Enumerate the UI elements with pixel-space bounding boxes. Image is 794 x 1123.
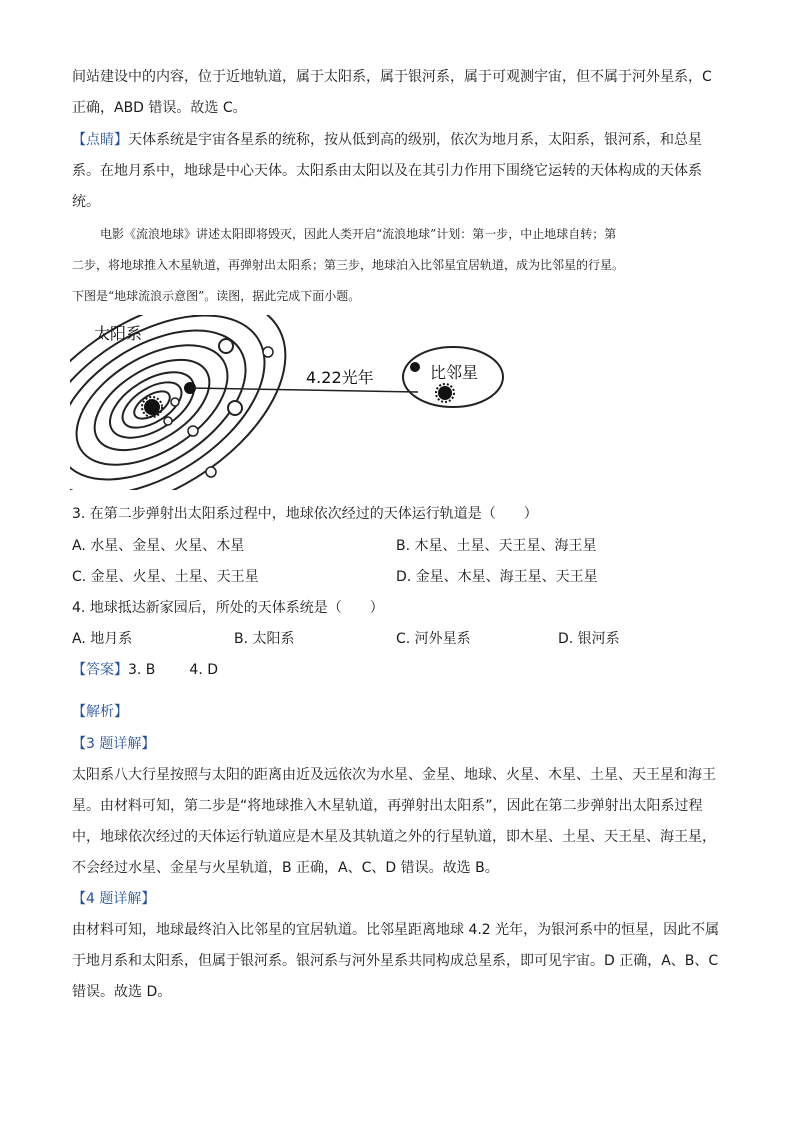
prev-explanation-line-2: 正确，ABD 错误。故选 C。 bbox=[72, 100, 247, 116]
jiexi-label: 【解析】 bbox=[72, 704, 128, 720]
q4-option-b: B. 太阳系 bbox=[234, 631, 295, 647]
q4-option-d: D. 银河系 bbox=[558, 631, 620, 647]
q3-option-c: C. 金星、火星、土星、天王星 bbox=[72, 569, 259, 585]
material-line-2: 二步，将地球推入木星轨道，再弹射出太阳系；第三步，地球泊入比邻星宜居轨道，成为比邻星的行星。 bbox=[72, 258, 625, 272]
detail3-line-2: 星。由材料可知，第二步是“将地球推入木星轨道，再弹射出太阳系”，因此在第二步弹射出太阳系过程 bbox=[72, 798, 703, 814]
q3-option-d: D. 金星、木星、海王星、天王星 bbox=[396, 569, 598, 585]
dianjing-label: 【点睛】 bbox=[72, 132, 128, 148]
planet-2 bbox=[164, 417, 172, 425]
distance-label: 4.22光年 bbox=[306, 368, 374, 387]
detail3-label: 【3 题详解】 bbox=[72, 736, 156, 752]
detail3-line-3: 中，地球依次经过的天体运行轨道应是木星及其轨道之外的行星轨道，即木星、土星、天王星、海王星， bbox=[72, 829, 716, 845]
dianjing-line-2: 系。在地月系中，地球是中心天体。太阳系由太阳以及在其引力作用下围绕它运转的天体构成的天体系 bbox=[72, 163, 702, 179]
proxima-label: 比邻星 bbox=[430, 363, 479, 382]
solar-system-label: 太阳系 bbox=[94, 324, 143, 343]
planet-8 bbox=[206, 467, 216, 477]
answer-label: 【答案】 bbox=[72, 662, 128, 678]
answer-4: 4. D bbox=[189, 662, 219, 678]
q4-stem: 4. 地球抵达新家园后，所处的天体系统是（ ） bbox=[72, 600, 384, 616]
detail3-line-1: 太阳系八大行星按照与太阳的距离由近及远依次为水星、金星、地球、火星、木星、土星、天王星和海王 bbox=[72, 767, 716, 783]
detail4-line-2: 于地月系和太阳系，但属于银河系。银河系与河外星系共同构成总星系，即可见宇宙。D 正确，A、B、C bbox=[72, 953, 719, 969]
q3-option-a: A. 水星、金星、火星、木星 bbox=[72, 538, 245, 554]
q4-option-a: A. 地月系 bbox=[72, 631, 133, 647]
answer-line bbox=[72, 660, 218, 680]
answer-3: 3. B bbox=[128, 662, 156, 678]
detail3-line-4: 不会经过水星、金星与火星轨道，B 正确，A、C、D 错误。故选 B。 bbox=[72, 860, 499, 876]
dianjing-text-1: 天体系统是宇宙各星系的统称，按从低到高的级别，依次为地月系，太阳系，银河系，和总星 bbox=[128, 132, 702, 148]
detail4-line-3: 错误。故选 D。 bbox=[72, 984, 172, 1000]
dianjing-line-3: 统。 bbox=[72, 194, 100, 210]
earth-wandering-diagram bbox=[70, 315, 510, 490]
q3-option-b: B. 木星、土星、天王星、海王星 bbox=[396, 538, 597, 554]
planet-5 bbox=[228, 401, 242, 415]
dianjing-line-1 bbox=[72, 130, 702, 150]
q3-stem: 3. 在第二步弹射出太阳系过程中，地球依次经过的天体运行轨道是（ ） bbox=[72, 506, 538, 522]
material-line-1: 电影《流浪地球》讲述太阳即将毁灭，因此人类开启“流浪地球”计划：第一步，中止地球自转；第 bbox=[100, 227, 617, 241]
material-line-3: 下图是“地球流浪示意图”。读图，据此完成下面小题。 bbox=[72, 289, 361, 303]
planet-1 bbox=[171, 398, 179, 406]
planet-4 bbox=[188, 426, 198, 436]
q4-option-c: C. 河外星系 bbox=[396, 631, 471, 647]
planet-6 bbox=[219, 339, 233, 353]
proxima-star-icon bbox=[436, 384, 454, 402]
prev-explanation-line-1: 间站建设中的内容，位于近地轨道，属于太阳系，属于银河系，属于可观测宇宙，但不属于河外星系，C bbox=[72, 69, 712, 85]
detail4-line-1: 由材料可知，地球最终泊入比邻星的宜居轨道。比邻星距离地球 4.2 光年，为银河系中的恒星，因此不属 bbox=[72, 922, 720, 938]
planet-7 bbox=[263, 347, 273, 357]
sun-icon bbox=[142, 397, 162, 417]
detail4-label: 【4 题详解】 bbox=[72, 891, 156, 907]
earth-at-proxima bbox=[410, 362, 420, 372]
